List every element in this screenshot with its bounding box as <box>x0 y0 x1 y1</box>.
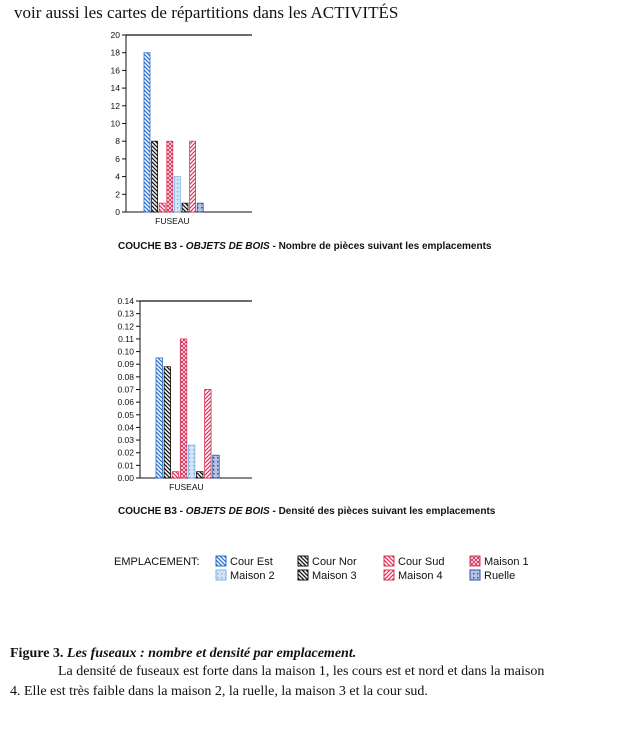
legend-swatch-maison-4 <box>384 570 394 580</box>
y-tick-label: 12 <box>110 100 120 111</box>
legend-swatch-maison-1 <box>470 556 480 566</box>
legend-swatch-maison-2 <box>216 570 226 580</box>
y-tick-label: 20 <box>110 30 120 40</box>
y-tick-label: 0.04 <box>117 422 134 433</box>
y-tick-label: 0.12 <box>117 321 134 332</box>
chart-count-caption <box>118 241 642 252</box>
y-tick-label: 0.02 <box>117 447 134 458</box>
bar-cour-nor <box>164 367 171 478</box>
chart-density-by-location <box>0 292 642 492</box>
bar-maison-1 <box>167 141 173 212</box>
x-category-label: FUSEAU <box>155 216 190 226</box>
y-tick-label: 18 <box>110 47 120 58</box>
y-tick-label: 0.11 <box>118 333 134 344</box>
y-tick-label: 0.07 <box>117 384 134 395</box>
chart-density-caption <box>118 506 642 517</box>
figure-description-line-1: La densité de fuseaux est forte dans la maison 1, les cours est et nord et dans la maison <box>58 664 545 679</box>
bar-ruelle <box>197 203 203 212</box>
y-tick-label: 8 <box>115 136 120 147</box>
legend-swatch-maison-3 <box>298 570 308 580</box>
y-tick-label: 16 <box>110 65 120 76</box>
legend-swatch-ruelle <box>470 570 480 580</box>
legend-label-cour-nor: Cour Nor <box>312 556 357 568</box>
y-tick-label: 0.06 <box>117 397 134 408</box>
legend-swatch-cour-est <box>216 556 226 566</box>
legend-swatch-cour-sud <box>384 556 394 566</box>
bar-maison-1 <box>180 339 187 478</box>
bar-cour-est <box>144 53 150 212</box>
figure-title-text: Les fuseaux : nombre et densité par emplacement. <box>66 646 357 661</box>
x-category-label: FUSEAU <box>169 482 204 492</box>
y-tick-label: 0.00 <box>117 473 134 483</box>
bar-cour-est <box>156 358 163 478</box>
bar-maison-3 <box>197 472 204 478</box>
bar-maison-2 <box>174 177 180 212</box>
y-tick-label: 14 <box>110 83 120 94</box>
y-tick-label: 0.03 <box>117 435 134 446</box>
y-tick-label: 0.09 <box>117 359 134 370</box>
legend-label-maison-2: Maison 2 <box>230 570 275 582</box>
chart-count-by-location <box>0 26 642 226</box>
y-tick-label: 4 <box>115 171 120 182</box>
caption-italic: OBJETS DE BOIS <box>185 241 270 252</box>
bar-maison-4 <box>205 390 212 479</box>
y-tick-label: 0.10 <box>117 346 134 357</box>
y-tick-label: 0.01 <box>117 460 134 471</box>
legend-label-maison-4: Maison 4 <box>398 570 443 582</box>
y-tick-label: 0.13 <box>117 308 134 319</box>
bar-maison-3 <box>182 203 188 212</box>
chart-legend <box>0 548 642 588</box>
y-tick-label: 0.05 <box>117 409 134 420</box>
bar-cour-sud <box>159 203 165 212</box>
legend-swatch-cour-nor <box>298 556 308 566</box>
y-tick-label: 2 <box>115 189 120 200</box>
caption-prefix: COUCHE B3 - <box>118 506 186 517</box>
page-header-note: voir aussi les cartes de répartitions dans les ACTIVITÉS <box>14 3 399 22</box>
bar-ruelle <box>213 455 220 478</box>
legend-label-ruelle: Ruelle <box>484 570 516 582</box>
y-tick-label: 0 <box>115 207 120 217</box>
caption-prefix: COUCHE B3 - <box>118 241 186 252</box>
legend-title: EMPLACEMENT: <box>114 556 200 568</box>
legend-label-maison-1: Maison 1 <box>484 556 529 568</box>
bar-cour-nor <box>152 141 158 212</box>
caption-suffix: - Densité des pièces suivant les emplacements <box>269 506 496 517</box>
legend-label-maison-3: Maison 3 <box>312 570 357 582</box>
figure-label: Figure 3. <box>10 646 67 661</box>
bar-cour-sud <box>172 472 179 478</box>
legend-label-cour-sud: Cour Sud <box>398 556 445 568</box>
caption-italic: OBJETS DE BOIS <box>185 506 270 517</box>
figure-title <box>10 646 356 662</box>
bar-maison-2 <box>188 445 195 478</box>
y-tick-label: 10 <box>110 118 120 129</box>
y-tick-label: 0.14 <box>117 296 134 306</box>
figure-description-line-2: 4. Elle est très faible dans la maison 2, la ruelle, la maison 3 et la cour sud. <box>10 684 428 699</box>
bar-maison-4 <box>190 141 196 212</box>
legend-label-cour-est: Cour Est <box>230 556 273 568</box>
y-tick-label: 6 <box>115 153 120 164</box>
caption-suffix: - Nombre de pièces suivant les emplacements <box>269 241 492 252</box>
y-tick-label: 0.08 <box>117 371 134 382</box>
